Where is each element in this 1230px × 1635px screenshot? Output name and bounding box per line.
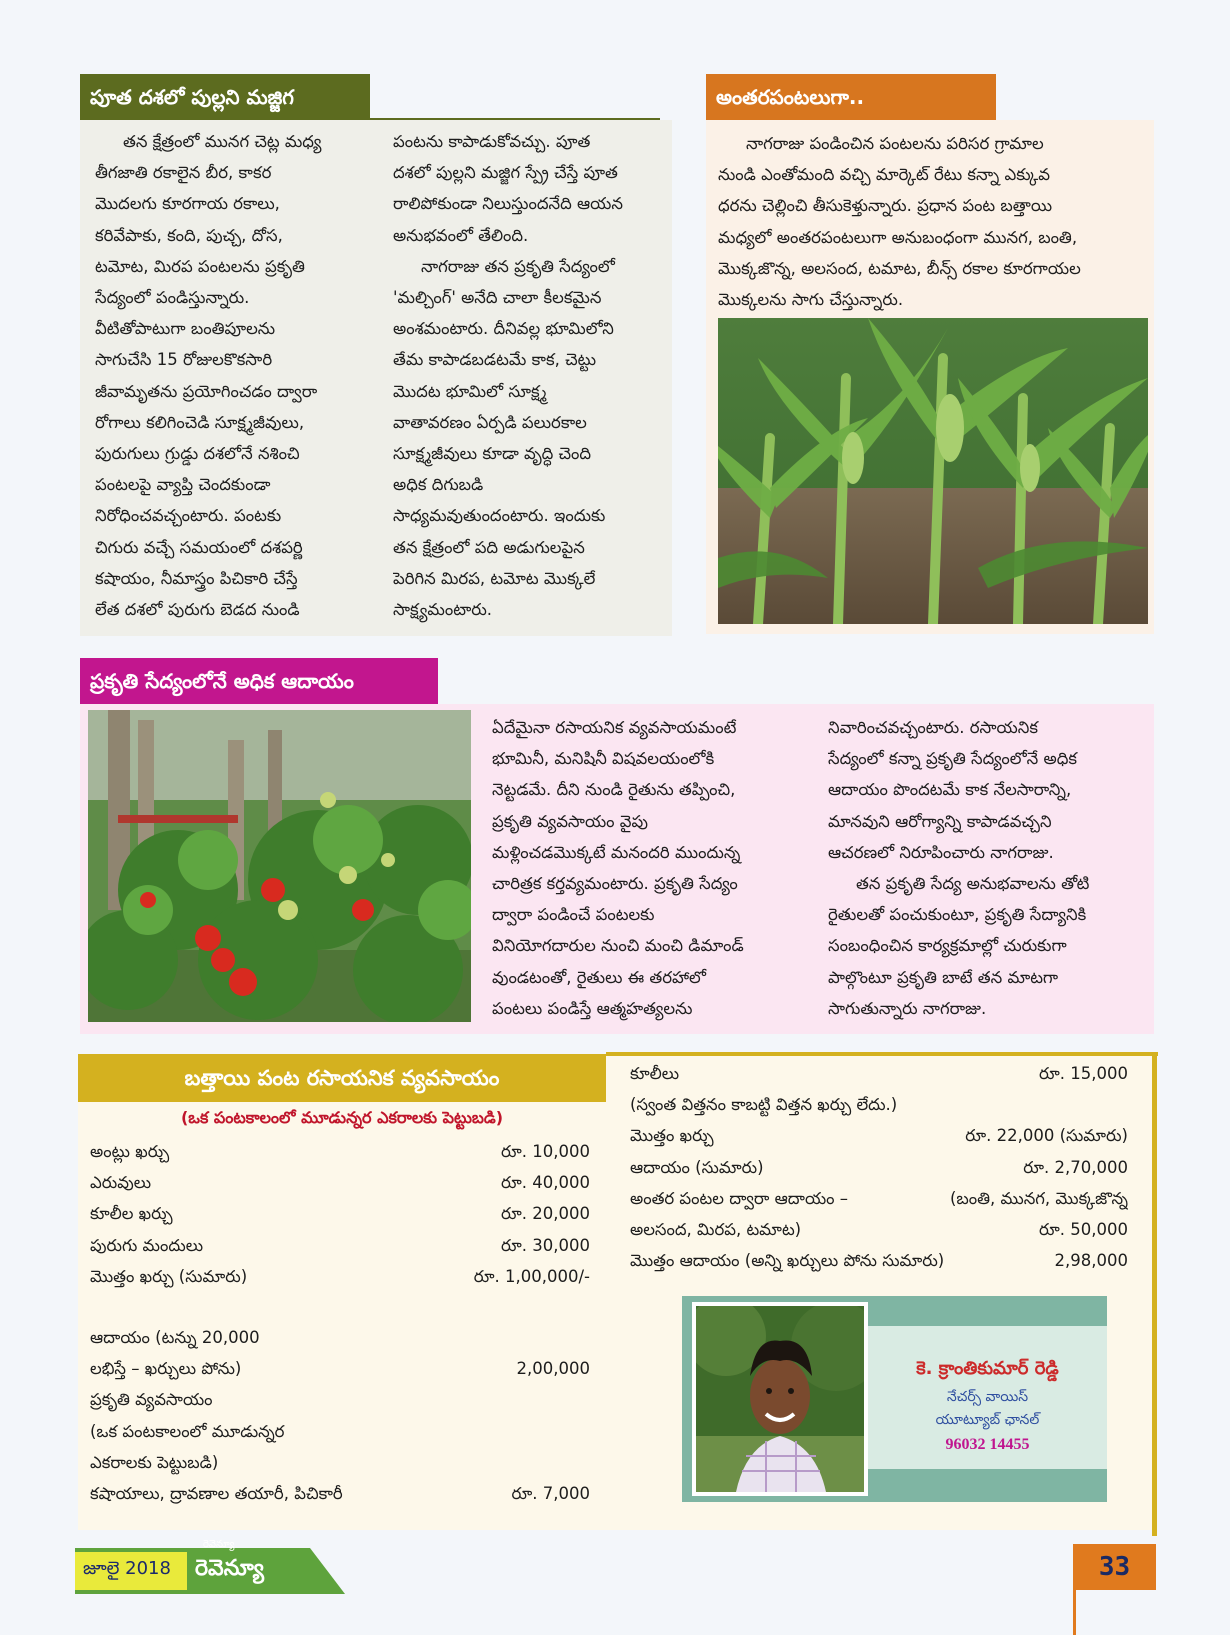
section2-text <box>718 128 1148 315</box>
cost-row-value: రూ. 22,000 (సుమారు) <box>965 1126 1128 1146</box>
cost-row-value: రూ. 50,000 <box>1038 1220 1128 1240</box>
cost-row-label: (స్వంత విత్తనం కాబట్టి విత్తన ఖర్చు లేదు.) <box>630 1095 898 1115</box>
text-line: అధిక దిగుబడి <box>393 475 484 495</box>
text-line: సాగుతున్నారు నాగరాజు. <box>828 998 987 1018</box>
text-line: చారిత్రక కర్తవ్యమంటారు. ప్రకృతి సేద్యం <box>492 874 738 894</box>
cost-row <box>90 1230 590 1261</box>
cost-row-label: మొత్తం ఖర్చు <box>630 1126 714 1146</box>
text-line: నివారించవచ్చంటారు. రసాయనిక <box>828 718 1038 737</box>
cost-box-right-border <box>1152 1052 1157 1536</box>
text-line: దశలో పుల్లని మజ్జిగ స్ప్రే చేస్తే పూత <box>393 163 618 183</box>
cost-row-label: మొత్తం ఖర్చు (సుమారు) <box>90 1266 248 1286</box>
cost-row-label: అంతర పంటల ద్వారా ఆదాయం – <box>630 1188 849 1208</box>
author-line-2: యూట్యూబ్ ఛానల్ <box>935 1412 1040 1428</box>
cost-row-value: రూ. 40,000 <box>500 1173 590 1193</box>
cost-row-value: రూ. 10,000 <box>500 1142 590 1161</box>
natural-line-3: ఎకరాలకు పెట్టుబడి) <box>90 1452 219 1472</box>
cost-row-label: అలసంద, మిరప, టమాట) <box>630 1220 802 1240</box>
author-photo <box>692 1302 868 1496</box>
text-line: ప్రకృతి వ్యవసాయం వైపు <box>492 811 648 831</box>
text-line: తన ప్రకృతి సేద్య అనుభవాలను తోటి <box>856 874 1090 894</box>
natural-line-1: ప్రకృతి వ్యవసాయం <box>90 1390 213 1410</box>
cost-row-value: రూ. 15,000 <box>1038 1064 1128 1083</box>
text-line: ఏదేమైనా రసాయనిక వ్యవసాయమంటే <box>492 718 737 737</box>
section3-column-2 <box>828 712 1148 1024</box>
text-line: సాధ్యమవుతుందంటారు. ఇందుకు <box>393 506 606 526</box>
text-line: కరివేపాకు, కంది, పుచ్చ, దోస, <box>95 225 283 245</box>
cost-row <box>630 1058 1128 1089</box>
section1-column-1 <box>95 126 385 625</box>
text-line: భూమినీ, మనిషినీ విషవలయంలోకి <box>492 749 715 769</box>
text-line: సంబంధించిన కార్యక్రమాల్లో చురుకుగా <box>828 936 1067 956</box>
text-line: సాగుచేసి 15 రోజులకొకసారి <box>95 350 273 370</box>
cost-row-label: పురుగు మందులు <box>90 1235 204 1255</box>
text-line: నుండి ఎంతోమంది వచ్చి మార్కెట్ రేటు కన్నా ఎక్కువ <box>718 165 1050 185</box>
text-line: పంటను కాపాడుకోవచ్చు. పూత <box>393 132 591 151</box>
text-line: సాక్ష్యమంటారు. <box>393 600 493 620</box>
text-line: పెరిగిన మిరప, టమోట మొక్కలే <box>393 568 596 588</box>
text-line: ఆదాయం పొందటమే కాక నేలసారాన్ని, <box>828 780 1072 800</box>
cost-row <box>90 1198 590 1229</box>
kashayam-label: కషాయాలు, ద్రావణాల తయారీ, పిచికారీ <box>90 1484 343 1504</box>
cost-box-top-border <box>606 1052 1158 1056</box>
footer-divider <box>1073 1590 1076 1635</box>
cost-row-label: కూలీలు <box>630 1064 680 1083</box>
cost-row-label: కూలీల ఖర్చు <box>90 1204 173 1224</box>
text-line: తన క్షేత్రంలో పది అడుగులపైన <box>393 537 585 557</box>
text-line: పురుగులు గ్రుడ్డు దశలోనే నశించి <box>95 444 300 464</box>
footer-logo-small: రెవెన్యూ <box>203 1539 235 1550</box>
text-line: నిరోధించవచ్చంటారు. పంటకు <box>95 506 282 526</box>
text-line: అంశమంటారు. దీనివల్ల భూమిలోని <box>393 319 614 339</box>
author-card <box>682 1296 1107 1502</box>
footer-banner <box>75 1539 345 1594</box>
section2-heading: అంతరపంటలుగా.. <box>706 74 996 120</box>
author-name: కె. క్రాంతికుమార్ రెడ్డి <box>916 1358 1059 1379</box>
cost-row-value: రూ. 1,00,000/- <box>473 1266 590 1286</box>
cost-row <box>90 1167 590 1198</box>
cost-row <box>630 1183 1128 1214</box>
text-line: మొక్కజొన్న, అలసంద, టమాట, బీన్స్ రకాల కూరగాయల <box>718 258 1081 278</box>
text-line: అనుభవంలో తేలింది. <box>393 225 529 245</box>
text-line: నాగరాజు తన ప్రకృతి సేద్యంలో <box>421 256 615 276</box>
tomato-plants-photo <box>88 710 471 1022</box>
cost-box-heading: బత్తాయి పంట రసాయనిక వ్యవసాయం <box>78 1054 606 1102</box>
cost-row <box>630 1089 1128 1120</box>
author-line-1: నేచర్స్ వాయిస్ <box>946 1389 1029 1405</box>
cost-income-block <box>90 1322 590 1509</box>
text-line: 'మల్చింగ్' అనేది చాలా కీలకమైన <box>393 288 602 308</box>
cost-row-value: 2,98,000 <box>1054 1251 1128 1271</box>
text-line: రోగాలు కలిగించెడి సూక్ష్మజీవులు, <box>95 412 305 432</box>
cost-row-label: అంట్లు ఖర్చు <box>90 1142 170 1161</box>
text-line: రాలిపోకుండా నిలుస్తుందనేది ఆయన <box>393 194 623 214</box>
text-line: పంటలు పండిస్తే ఆత్మహత్యలను <box>492 998 693 1018</box>
text-line: లేత దశలో పురుగు బెడద నుండి <box>95 600 300 620</box>
section3-heading: ప్రకృతి సేద్యంలోనే అధిక ఆదాయం <box>80 658 438 704</box>
text-line: సేద్యంలో పండిస్తున్నారు. <box>95 288 250 308</box>
cost-box-subheading: (ఒక పంటకాలంలో మూడున్నర ఎకరాలకు పెట్టుబడి) <box>180 1108 504 1127</box>
section3-column-1 <box>492 712 807 1024</box>
text-line: మొదట భూమిలో సూక్ష్మ <box>393 381 547 401</box>
natural-line-2: (ఒక పంటకాలంలో మూడున్నర <box>90 1421 285 1441</box>
cost-row <box>630 1245 1128 1276</box>
text-line: మొదలగు కూరగాయ రకాలు, <box>95 194 280 214</box>
section1-column-2 <box>393 126 668 625</box>
text-line: ధరను చెల్లించి తీసుకెళ్తున్నారు. ప్రధాన పంట బత్తాయి <box>718 196 1053 216</box>
income-line-2: లభిస్తే – ఖర్చులు పోను) <box>90 1359 242 1379</box>
footer-date: జూలై 2018 <box>83 1558 171 1579</box>
corn-field-photo <box>718 318 1148 624</box>
text-line: పంటలపై వ్యాప్తి చెందకుండా <box>95 475 271 495</box>
text-line: టమోట, మిరప పంటలను ప్రకృతి <box>95 256 305 276</box>
text-line: తీగజాతి రకాలైన బీర, కాకర <box>95 163 272 183</box>
text-line: వీటితోపాటుగా బంతిపూలను <box>95 319 276 339</box>
cost-left-table <box>90 1136 590 1292</box>
text-line: నాగరాజు పండించిన పంటలను పరిసర గ్రామాల <box>746 134 1044 153</box>
text-line: కషాయం, నీమాస్త్రం పిచికారి చేస్తే <box>95 568 298 588</box>
kashayam-value: రూ. 7,000 <box>511 1484 590 1504</box>
text-line: చిగురు వచ్చే సమయంలో దశపర్ణి <box>95 537 303 557</box>
text-line: వుండటంతో, రైతులు ఈ తరహాలో <box>492 967 707 987</box>
cost-row-label: మొత్తం ఆదాయం (అన్ని ఖర్చులు పోను సుమారు) <box>630 1251 945 1271</box>
cost-row <box>90 1136 590 1167</box>
income-value: 2,00,000 <box>516 1359 590 1379</box>
cost-row-value: రూ. 20,000 <box>500 1204 590 1224</box>
text-line: పాల్గొంటూ ప్రకృతి బాటే తన మాటగా <box>828 967 1059 987</box>
text-line: వాతావరణం ఏర్పడి పలురకాల <box>393 412 587 432</box>
text-line: జీవామృతను ప్రయోగించడం ద్వారా <box>95 381 318 401</box>
text-line: నెట్టడమే. దీని నుండి రైతును తప్పించి, <box>492 780 736 800</box>
text-line: సూక్ష్మజీవులు కూడా వృద్ధి చెంది <box>393 444 592 464</box>
text-line: మానవుని ఆరోగ్యాన్ని కాపాడవచ్చని <box>828 811 1052 831</box>
text-line: మొక్కలను సాగు చేస్తున్నారు. <box>718 290 904 310</box>
text-line: ద్వారా పండించే పంటలకు <box>492 905 655 925</box>
text-line: ఆచరణలో నిరూపించారు నాగరాజు. <box>828 842 1054 862</box>
cost-row <box>90 1261 590 1292</box>
cost-row <box>630 1214 1128 1245</box>
text-line: తేమ కాపాడబడటమే కాక, చెట్టు <box>393 350 597 370</box>
cost-row-value: (బంతి, మునగ, మొక్కజొన్న <box>949 1188 1128 1208</box>
text-line: మధ్యలో అంతరపంటలుగా అనుబంధంగా మునగ, బంతి, <box>718 227 1078 247</box>
footer-magazine-name: రెవెన్యూ <box>195 1556 264 1581</box>
cost-row <box>630 1120 1128 1151</box>
section1-heading: పూత దశలో పుల్లని మజ్జిగ <box>80 74 370 120</box>
text-line: తన క్షేత్రంలో మునగ చెట్ల మధ్య <box>123 132 322 151</box>
cost-row-label: ఆదాయం (సుమారు) <box>630 1157 764 1177</box>
income-line-1: ఆదాయం (టన్ను 20,000 <box>90 1328 260 1347</box>
author-phone: 96032 14455 <box>945 1436 1030 1453</box>
page-number: 33 <box>1073 1544 1156 1590</box>
cost-row-value: రూ. 30,000 <box>500 1235 590 1255</box>
text-line: సేద్యంలో కన్నా ప్రకృతి సేద్యంలోనే అధిక <box>828 749 1077 769</box>
cost-right-table <box>630 1058 1128 1276</box>
text-line: మళ్లించడమొక్కటే మనందరి ముందున్న <box>492 842 741 862</box>
cost-row-value: రూ. 2,70,000 <box>1023 1157 1128 1177</box>
cost-row <box>630 1152 1128 1183</box>
text-line: వినియోగదారుల నుంచి మంచి డిమాండ్ <box>492 936 744 956</box>
text-line: రైతులతో పంచుకుంటూ, ప్రకృతి సేద్యానికి <box>828 905 1087 925</box>
cost-row-label: ఎరువులు <box>90 1173 152 1193</box>
